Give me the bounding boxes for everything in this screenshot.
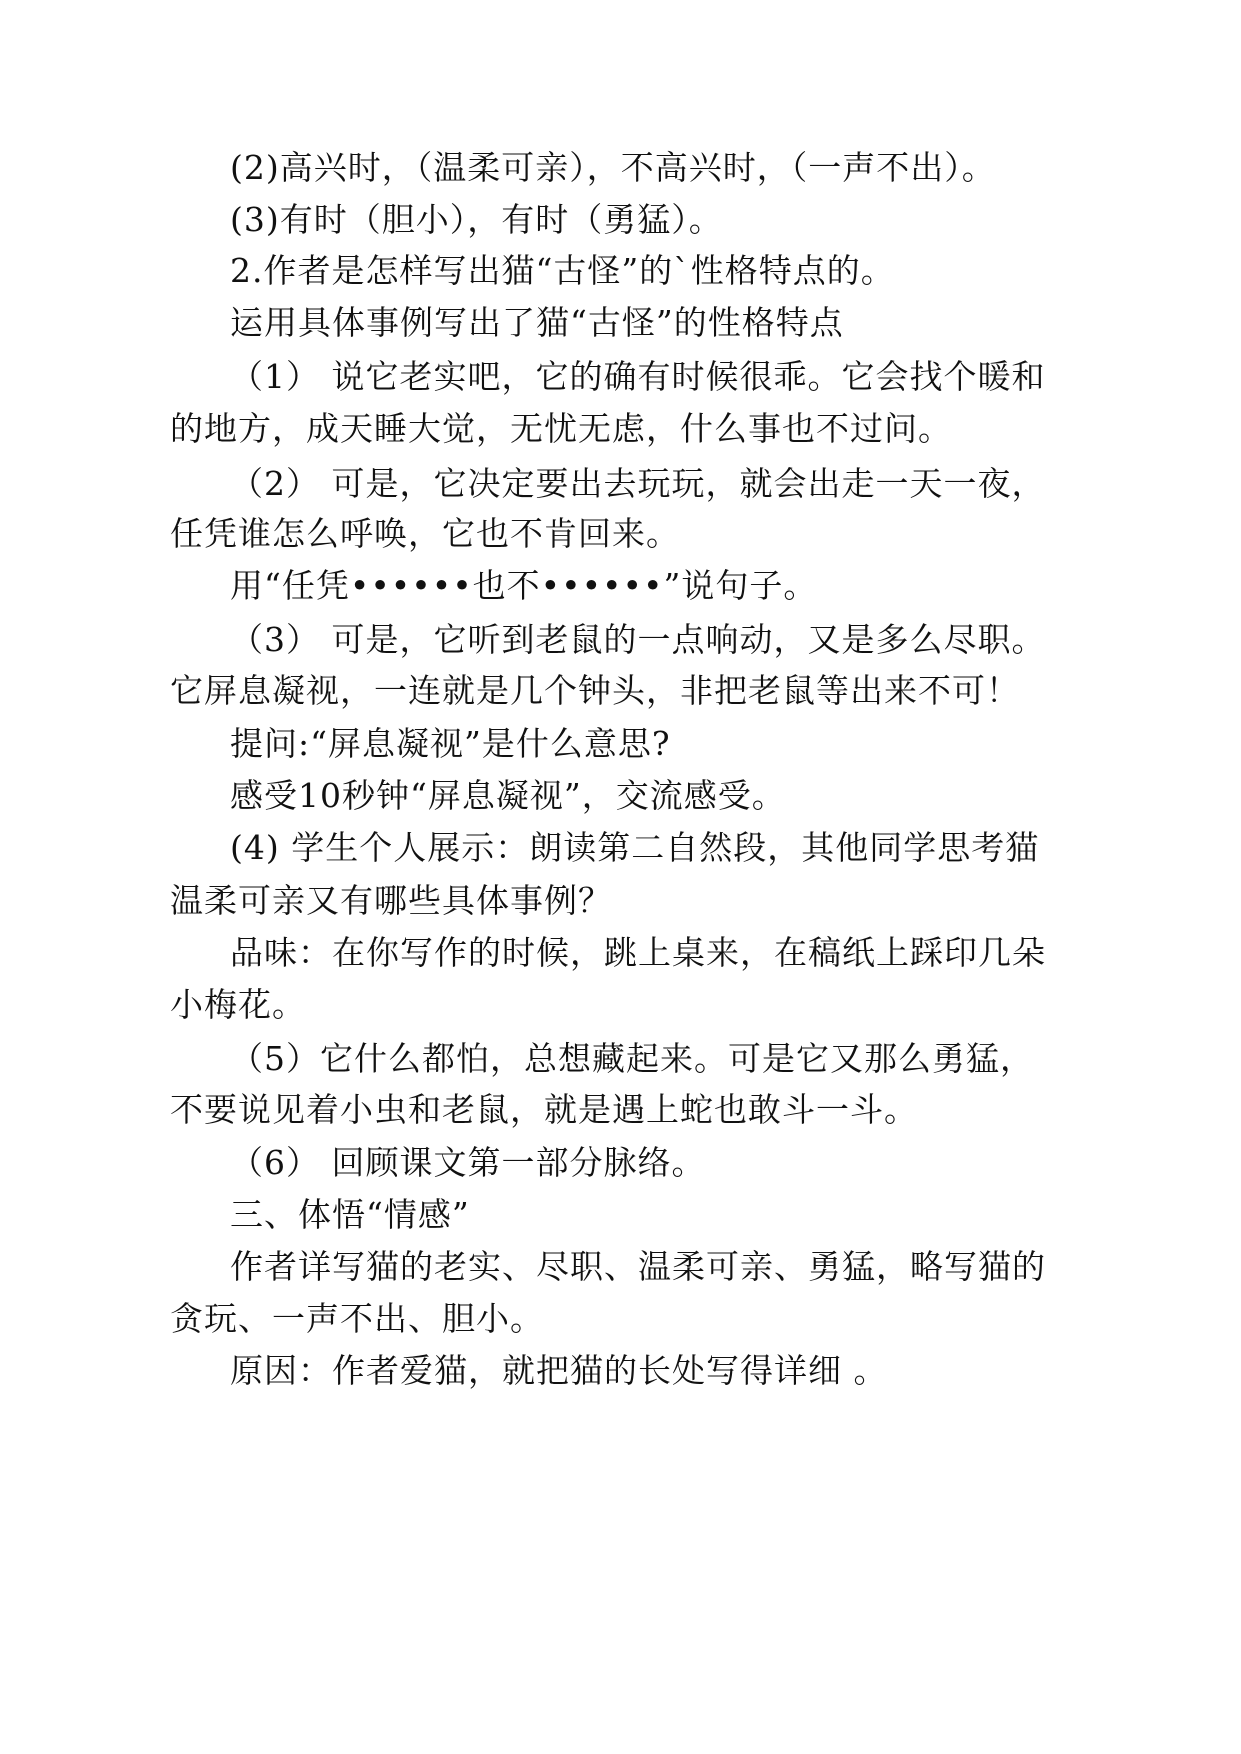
text-line: 作者详写猫的老实、尽职、温柔可亲、勇猛，略写猫的 [230, 1247, 1046, 1286]
text-line: （3） 可是，它听到老鼠的一点响动，又是多么尽职。 [230, 620, 1046, 659]
text-line: （6） 回顾课文第一部分脉络。 [230, 1143, 706, 1182]
text-line: （1） 说它老实吧，它的确有时候很乖。它会找个暖和 [230, 357, 1046, 396]
section-heading: 三、体悟“情感” [230, 1195, 470, 1234]
text-line: 提问:“屏息凝视”是什么意思? [230, 724, 671, 763]
text-line: 不要说见着小虫和老鼠，就是遇上蛇也敢斗一斗。 [170, 1090, 918, 1129]
text-line: 温柔可亲又有哪些具体事例？ [170, 881, 612, 920]
text-line: (4) 学生个人展示：朗读第二自然段，其他同学思考猫 [230, 828, 1040, 867]
text-line: （2） 可是，它决定要出去玩玩，就会出走一天一夜， [230, 464, 1046, 503]
text-line: 感受10秒钟“屏息凝视”，交流感受。 [230, 776, 786, 815]
text-line: 任凭谁怎么呼唤，它也不肯回来。 [170, 514, 680, 553]
text-line: (2)高兴时，（温柔可亲），不高兴时，（一声不出）。 [230, 148, 996, 187]
text-line: 小梅花。 [170, 985, 306, 1024]
text-line: 的地方，成天睡大觉，无忧无虑，什么事也不过问。 [170, 409, 952, 448]
text-line: (3)有时（胆小），有时（勇猛）。 [230, 200, 723, 239]
text-line: 它屏息凝视，一连就是几个钟头，非把老鼠等出来不可！ [170, 671, 1020, 710]
text-line: 贪玩、一声不出、胆小。 [170, 1299, 544, 1338]
text-line: 用“任凭••••••也不••••••”说句子。 [230, 566, 818, 605]
text-line: 原因：作者爱猫，就把猫的长处写得详细 。 [230, 1351, 888, 1390]
text-line: 运用具体事例写出了猫“古怪”的性格特点 [230, 303, 844, 342]
text-line: 2.作者是怎样写出猫“古怪”的`性格特点的。 [230, 251, 895, 290]
text-line: （5）它什么都怕，总想藏起来。可是它又那么勇猛， [230, 1039, 1034, 1078]
text-line: 品味：在你写作的时候，跳上桌来，在稿纸上踩印几朵 [230, 933, 1046, 972]
